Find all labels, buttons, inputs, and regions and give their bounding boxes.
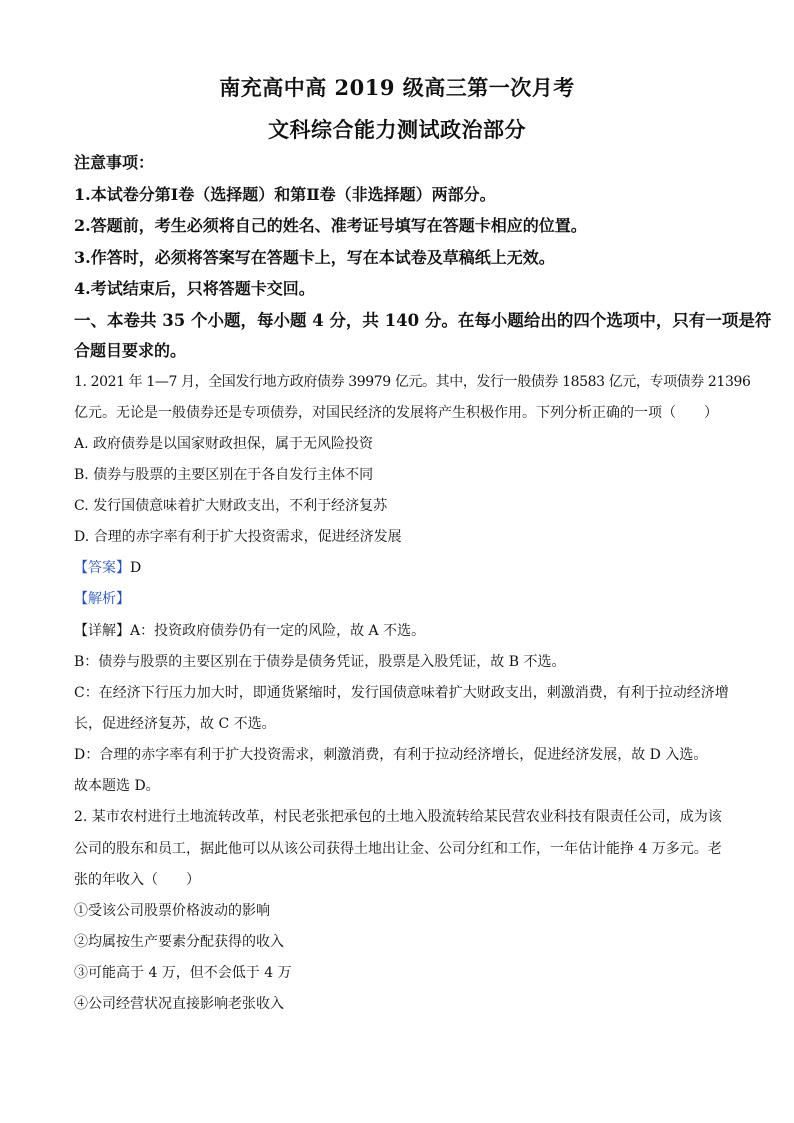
notice-item-2: 2.答题前，考生必须将自己的姓名、准考证号填写在答题卡相应的位置。	[74, 216, 587, 235]
q1-option-c: C. 发行国债意味着扩大财政支出，不利于经济复苏	[74, 498, 388, 514]
q1-option-d: D. 合理的赤字率有利于扩大投资需求，促进经济发展	[74, 529, 402, 545]
analysis-tag: 【解析】	[74, 591, 130, 607]
q1-stem-line2: 亿元。无论是一般债券还是专项债券，对国民经济的发展将产生积极作用。下列分析正确的一项（ ）	[74, 405, 718, 421]
page-subtitle: 文科综合能力测试政治部分	[268, 117, 526, 142]
section-instruction-line1: 一、本卷共 35 个小题，每小题 4 分，共 140 分。在每小题给出的四个选项中，只有一项是符	[74, 311, 772, 330]
q1-detail-a	[74, 620, 425, 640]
notice-item-3: 3.作答时，必须将答案写在答题卡上，写在本试卷及草稿纸上无效。	[74, 248, 555, 267]
q1-option-a: A. 政府债券是以国家财政担保，属于无风险投资	[74, 436, 374, 452]
q1-detail-b: B：债券与股票的主要区别在于债券是债务凭证，股票是入股凭证，故 B 不选。	[74, 654, 566, 670]
q2-stem-line3: 张的年收入（ ）	[74, 872, 200, 888]
q2-item-3: ③可能高于 4 万，但不会低于 4 万	[74, 965, 292, 981]
q2-item-1: ①受该公司股票价格波动的影响	[74, 903, 270, 919]
q2-stem-line1: 2. 某市农村进行土地流转改革，村民老张把承包的土地入股流转给某民营农业科技有限责任公司，成为该	[74, 809, 722, 825]
q2-stem-line2: 公司的股东和员工，据此他可以从该公司获得土地出让金、公司分红和工作，一年估计能挣 4 万多元。老	[74, 841, 722, 857]
section-instruction-line2: 合题目要求的。	[74, 341, 187, 360]
q1-detail-d: D：合理的赤字率有利于扩大投资需求，刺激消费，有利于拉动经济增长，促进经济发展，故 D 入选。	[74, 747, 708, 763]
answer-tag: 【答案】	[74, 560, 130, 576]
detail-a-text: A：投资政府债券仍有一定的风险，故 A 不选。	[130, 623, 426, 639]
notice-item-4: 4.考试结束后，只将答题卡交回。	[74, 279, 315, 298]
q1-detail-c-line1: C：在经济下行压力加大时，即通货紧缩时，发行国债意味着扩大财政支出，刺激消费，有利于拉动经济增	[74, 685, 729, 701]
notice-item-1: 1.本试卷分第Ⅰ卷（选择题）和第Ⅱ卷（非选择题）两部分。	[74, 185, 496, 204]
answer-value: D	[130, 560, 142, 576]
q2-item-4: ④公司经营状况直接影响老张收入	[74, 996, 284, 1012]
q1-stem-line1: 1. 2021 年 1—7 月，全国发行地方政府债券 39979 亿元。其中，发行一般债券 18583 亿元，专项债券 21396	[74, 374, 751, 390]
page-title: 南充高中高 2019 级高三第一次月考	[219, 75, 575, 100]
q2-item-2: ②均属按生产要素分配获得的收入	[74, 934, 284, 950]
notice-heading: 注意事项：	[74, 153, 155, 172]
q1-conclusion: 故本题选 D。	[74, 778, 160, 794]
q1-option-b: B. 债券与股票的主要区别在于各自发行主体不同	[74, 467, 374, 483]
detail-tag: 【详解】	[74, 623, 130, 639]
q1-detail-c-line2: 长，促进经济复苏，故 C 不选。	[74, 716, 276, 732]
q1-answer	[74, 557, 141, 577]
